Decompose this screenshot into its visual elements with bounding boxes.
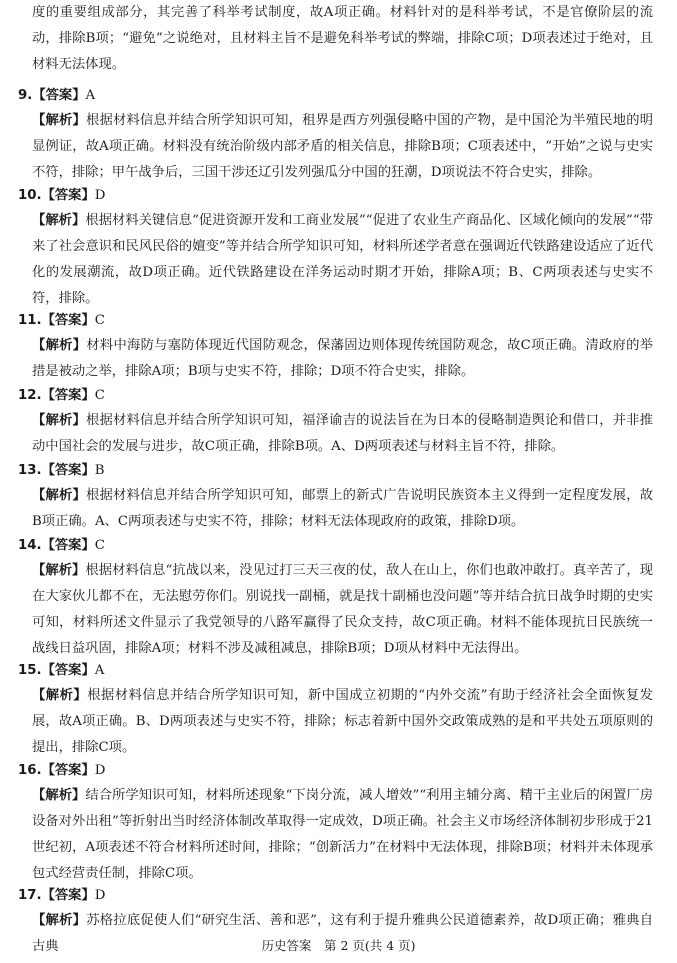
answer-letter: B — [94, 463, 105, 478]
explanation-tag: 【解析】 — [32, 213, 86, 228]
explanation-tag: 【解析】 — [32, 913, 87, 928]
explanation-paragraph — [32, 208, 653, 312]
explanation-text: 根据材料信息并结合所学知识可知，邮票上的新式广告说明民族资本主义得到一定程度发展，故B项正确。A、C两项表述与史实不符，排除；材料无法体现政府的政策，排除D项。 — [32, 488, 654, 529]
explanation-paragraph — [32, 108, 653, 186]
answer-letter: A — [85, 88, 96, 103]
explanation-text: 根据材料关键信息“促进资源开发和工商业发展”“促进了农业生产商品化、区域化倾向的发展”“带来了社会意识和民风民俗的嬗变”等并结合所学知识可知，材料所述学者意在强调近代铁路建设适应了近代化的发展潮流，故D项正确。近代铁路建设在洋务运动时期才开始，排除A项；B、C两项表述与史实不符，排除。 — [32, 213, 653, 306]
question-answer-line — [18, 308, 105, 334]
question-number: 12. — [18, 388, 42, 403]
explanation-tag: 【解析】 — [32, 413, 87, 428]
question-number: 10. — [18, 188, 42, 203]
explanation-text: 根据材料信息“抗战以来，没见过打三天三夜的仗，敌人在山上，你们也敢冲敢打。真辛苦了，现在大家伙儿都不在，无法慰劳你们。别说找一副桶，就是找十副桶也没问题”等并结合抗日战争时期的史实可知，材料所述文件显示了我党领导的八路军赢得了民众支持，故C项正确。材料不能体现抗日民族统一战线日益巩固，排除A项；材料不涉及减租减息，排除B项；D项从材料中无法得出。 — [32, 563, 654, 656]
question-number: 16. — [18, 763, 42, 778]
answer-letter: D — [94, 188, 106, 203]
question-answer-line — [18, 183, 105, 209]
question-number: 14. — [18, 538, 42, 553]
answer-tag: 【答案】 — [32, 88, 86, 103]
answer-letter: A — [94, 663, 105, 678]
explanation-tag: 【解析】 — [32, 488, 87, 503]
continued-paragraph — [32, 0, 653, 78]
question-answer-line — [18, 883, 105, 909]
explanation-text: 根据材料信息并结合所学知识可知，福泽谕吉的说法旨在为日本的侵略制造舆论和借口，并非推动中国社会的发展与进步，故C项正确，排除B项。A、D两项表述与材料主旨不符，排除。 — [32, 413, 654, 454]
question-answer-line — [18, 758, 105, 784]
answer-tag: 【答案】 — [41, 388, 95, 403]
question-answer-line — [18, 533, 105, 559]
explanation-text: 结合所学知识可知，材料所述现象“下岗分流，减人增效”“利用主辅分离、精干主业后的闲置厂房设备对外出租”等折射出当时经济体制改革取得一定成效，D项正确。社会主义市场经济体制初步形成于21世纪初，A项表述不符合材料所述时间，排除；“创新活力”在材料中无法体现，排除B项；材料并未体现承包式经营责任制，排除C项。 — [32, 788, 653, 881]
question-answer-line — [18, 458, 105, 484]
explanation-text: 度的重要组成部分，其完善了科举考试制度，故A项正确。材料针对的是科举考试，不是官僚阶层的流动，排除B项；“避免”之说绝对，且材料主旨不是避免科举考试的弊端，排除C项；D项表述过于绝对，且材料无法体现。 — [32, 5, 653, 72]
page-footer: 历史答案 第 2 页(共 4 页) — [261, 938, 416, 953]
explanation-paragraph — [32, 558, 653, 662]
answer-tag: 【答案】 — [41, 538, 95, 553]
explanation-tag: 【解析】 — [32, 688, 88, 703]
answer-letter: C — [94, 538, 105, 553]
explanation-paragraph — [32, 333, 653, 385]
answer-letter: C — [94, 388, 105, 403]
question-number: 15. — [18, 663, 42, 678]
answer-letter: D — [94, 763, 106, 778]
answer-tag: 【答案】 — [41, 888, 95, 903]
explanation-tag: 【解析】 — [32, 113, 87, 128]
explanation-text: 根据材料信息并结合所学知识可知，新中国成立初期的“内外交流”有助于经济社会全面恢复发展，故A项正确。B、D两项表述与史实不符，排除；标志着新中国外交政策成熟的是和平共处五项原则的提出，排除C项。 — [32, 688, 654, 755]
answer-letter: C — [94, 313, 105, 328]
explanation-tag: 【解析】 — [32, 338, 87, 353]
explanation-paragraph — [32, 408, 653, 460]
question-number: 13. — [18, 463, 42, 478]
explanation-text: 材料中海防与塞防体现近代国防观念，保藩固边则体现传统国防观念，故C项正确。清政府的举措是被动之举，排除A项；B项与史实不符，排除；D项不符合史实，排除。 — [32, 338, 653, 379]
explanation-text: 根据材料信息并结合所学知识可知，租界是西方列强侵略中国的产物，是中国沦为半殖民地的明显例证，故A项正确。材料没有统治阶级内部矛盾的相关信息，排除B项；C项表述中，“开始”之说与史实不符，排除；甲午战争后，三国干涉还辽引发列强瓜分中国的狂潮，D项说法不符合史实，排除。 — [32, 113, 654, 180]
question-number: 11. — [18, 313, 42, 328]
answer-tag: 【答案】 — [41, 763, 95, 778]
explanation-tag: 【解析】 — [32, 788, 86, 803]
answer-tag: 【答案】 — [41, 188, 95, 203]
question-answer-line — [18, 383, 105, 409]
question-number: 9. — [18, 88, 33, 103]
explanation-tag: 【解析】 — [32, 563, 86, 578]
answer-tag: 【答案】 — [41, 463, 95, 478]
answer-tag: 【答案】 — [41, 663, 95, 678]
question-number: 17. — [18, 888, 42, 903]
explanation-paragraph — [32, 683, 653, 761]
question-answer-line — [18, 658, 104, 684]
explanation-text: 苏格拉底促使人们“研究生活、善和恶”，这有利于提升雅典公民道德素养，故D项正确；雅典自古典 — [32, 913, 653, 954]
answer-tag: 【答案】 — [41, 313, 95, 328]
explanation-paragraph — [32, 783, 653, 887]
question-answer-line — [18, 83, 95, 109]
explanation-paragraph — [32, 483, 653, 535]
answer-letter: D — [94, 888, 106, 903]
